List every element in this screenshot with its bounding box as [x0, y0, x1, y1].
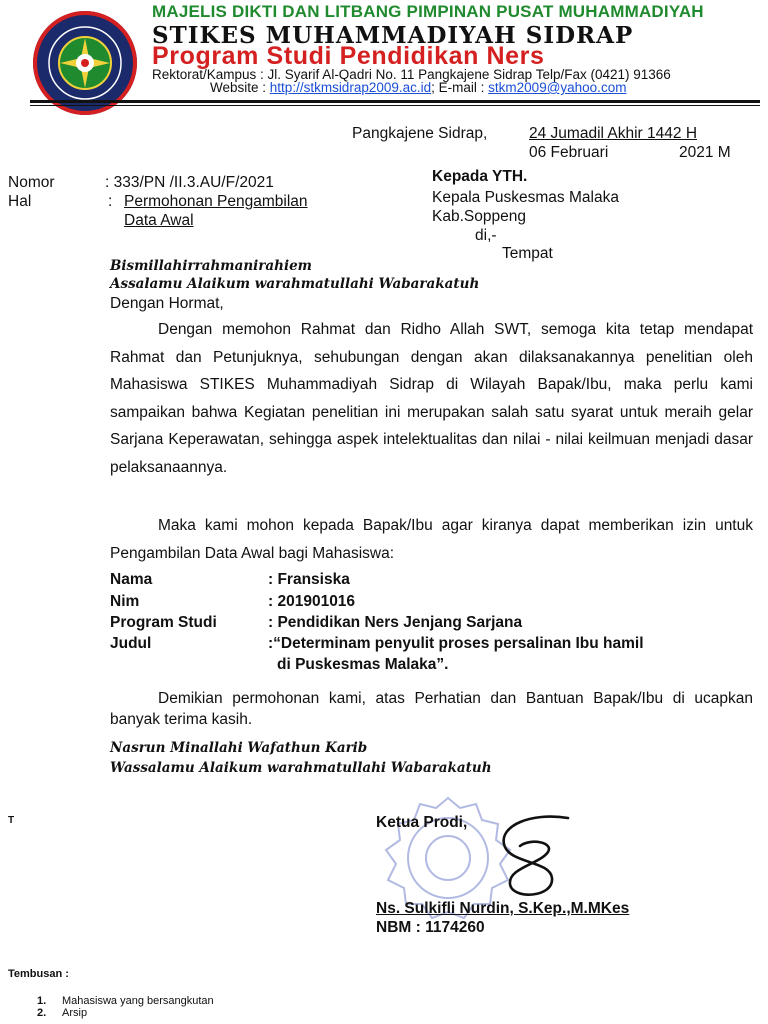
hal-value: Permohonan Pengambilan: [124, 193, 308, 210]
recipient-line: di,-: [475, 227, 497, 244]
institution-name: STIKES MUHAMMADIYAH SIDRAP: [152, 22, 634, 49]
tembusan-item: Mahasiswa yang bersangkutan: [62, 995, 214, 1007]
recipient-line: Kepala Puskesmas Malaka: [432, 189, 619, 206]
field-label: Judul: [110, 635, 152, 652]
letterhead-divider-thick: [30, 100, 760, 103]
tembusan-item-number: 1.: [37, 995, 47, 1007]
date-gregorian-day: 06 Februari: [529, 144, 609, 161]
body-paragraph: Dengan memohon Rahmat dan Ridho Allah SWT, semoga kita tetap mendapat Rahmat dan Petunjuknya, sehubungan dengan akan dilaksanakannya penelitian oleh Mahasiswa STIKES Muhammadiyah Sidrap di Wilayah Bapak/Ibu, maka perlu kami sampaikan bahwa Kegiatan penelitian ini merupakan salah satu syarat untuk meraih gelar Sarjana Keperawatan, sehingga aspek intelektualitas dan nilai - nilai keilmuan menjadi dasar pelaksanaannya.: [110, 321, 753, 476]
recipient-line: Tempat: [502, 245, 553, 262]
address-line: Rektorat/Kampus : Jl. Syarif Al-Qadri No. 11 Pangkajene Sidrap Telp/Fax (0421) 91366: [152, 67, 671, 82]
org-name-line: MAJELIS DIKTI DAN LITBANG PIMPINAN PUSAT MUHAMMADIYAH: [152, 2, 704, 21]
letterhead-divider-thin: [30, 105, 760, 106]
field-value: : Fransiska: [268, 571, 350, 588]
tembusan-heading: Tembusan :: [8, 968, 69, 980]
website-label: Website :: [210, 80, 267, 95]
tembusan-item-number: 2.: [37, 1007, 47, 1019]
date-gregorian-year: 2021 M: [679, 144, 731, 161]
signature-title: Ketua Prodi,: [376, 814, 468, 831]
date-place: Pangkajene Sidrap,: [352, 125, 488, 142]
signatory-nbm: NBM : 1174260: [376, 919, 485, 936]
nomor-label: Nomor: [8, 174, 55, 191]
field-value: : 201901016: [268, 593, 356, 610]
field-label: Nama: [110, 571, 153, 588]
sign-off-line: Nasrun Minallahi Wafathun Karib: [110, 740, 368, 756]
signatory-name: Ns. Sulkifli Nurdin, S.Kep.,M.MKes: [376, 900, 630, 917]
contact-line: [210, 80, 626, 95]
program-name: Program Studi Pendidikan Ners: [152, 42, 545, 70]
nomor-value: : 333/PN /II.3.AU/F/2021: [105, 174, 274, 191]
body-paragraph: Maka kami mohon kepada Bapak/Ibu agar kiranya dapat memberikan izin untuk Pengambilan Data Awal bagi Mahasiswa:: [110, 517, 753, 562]
field-value-cont: di Puskesmas Malaka”.: [277, 656, 449, 673]
closing-paragraph: Demikian permohonan kami, atas Perhatian dan Bantuan Bapak/Ibu di ucapkan banyak terima kasih.: [110, 690, 753, 728]
date-hijri: 24 Jumadil Akhir 1442 H: [529, 125, 698, 142]
basmalah: Bismillahirrahmanirahiem: [110, 258, 312, 274]
field-label: Nim: [110, 593, 140, 610]
recipient-line: Kab.Soppeng: [432, 208, 526, 225]
email-link[interactable]: stkm2009@yahoo.com: [488, 80, 627, 95]
hal-label: Hal: [8, 193, 32, 210]
greeting: Dengan Hormat,: [110, 295, 224, 312]
website-link[interactable]: http://stkmsidrap2009.ac.id: [269, 80, 432, 95]
hal-value-cont: Data Awal: [124, 212, 194, 229]
hal-colon: :: [108, 193, 113, 210]
tembusan-item: Arsip: [62, 1007, 88, 1019]
sign-off-line: Wassalamu Alaikum warahmatullahi Wabarakatuh: [110, 760, 492, 776]
salam-opening: Assalamu Alaikum warahmatullahi Wabarakatuh: [110, 276, 480, 292]
field-value: : Pendidikan Ners Jenjang Sarjana: [268, 614, 523, 631]
recipient-heading: Kepada YTH.: [432, 168, 528, 185]
margin-mark: T: [8, 815, 15, 826]
field-value: :“Determinam penyulit proses persalinan Ibu hamil: [268, 635, 644, 652]
handwritten-signature: [490, 808, 580, 903]
email-label: ; E-mail :: [431, 80, 485, 95]
field-label: Program Studi: [110, 614, 217, 631]
